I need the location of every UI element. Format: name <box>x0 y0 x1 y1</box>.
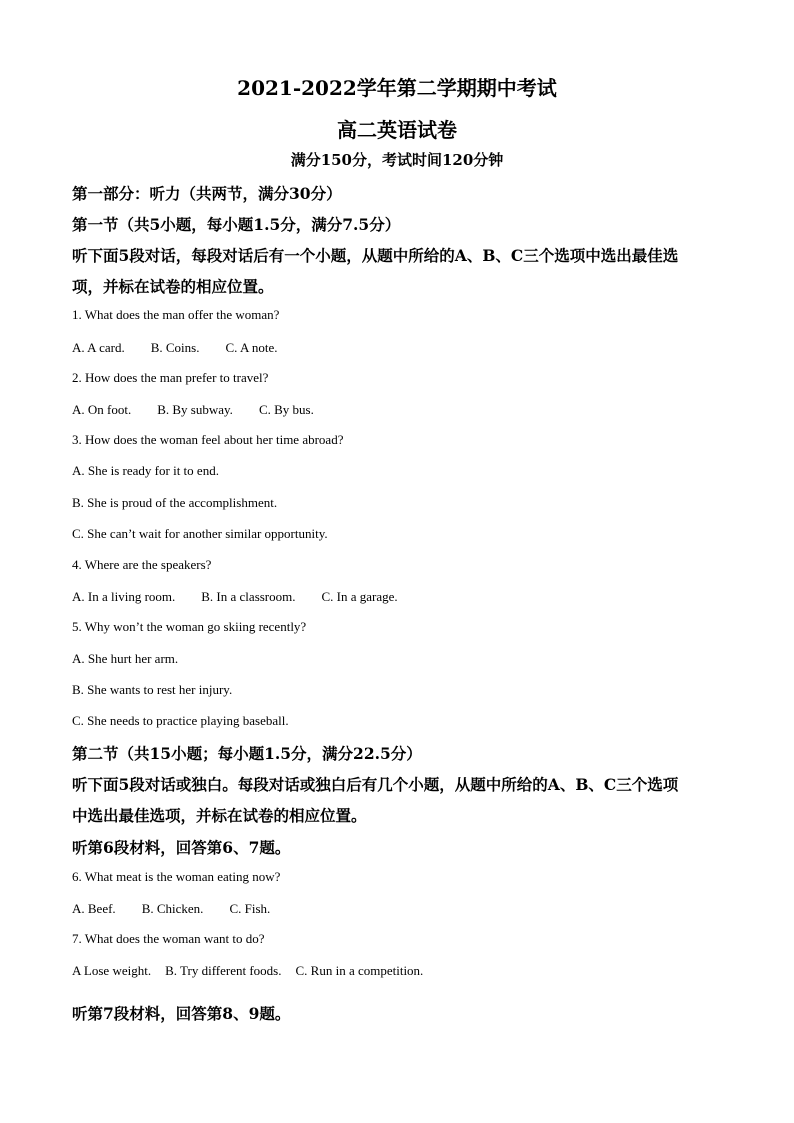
option-b: B. By subway. <box>157 402 233 417</box>
question-5-option-c: C. She needs to practice playing baseball. <box>72 713 289 728</box>
question-3-option-b: B. She is proud of the accomplishment. <box>72 495 278 510</box>
question-4-options <box>72 589 732 605</box>
question-6-stem: 6. What meat is the woman eating now? <box>72 869 281 884</box>
passage-6-heading: 听第6段材料，回答第6、7题。 <box>72 838 291 857</box>
question-5-stem: 5. Why won’t the woman go skiing recently? <box>72 619 307 634</box>
option-a: A. On foot. <box>72 402 132 417</box>
option-b: B. Chicken. <box>141 901 204 916</box>
section2-instructions-1: 听下面5段对话或独白。每段对话或独白后有几个小题，从题中所给的A、B、C三个选项 <box>72 775 679 794</box>
section1-instructions-1: 听下面5段对话，每段对话后有一个小题，从题中所给的A、B、C三个选项中选出最佳选 <box>72 246 679 265</box>
question-2-stem: 2. How does the man prefer to travel? <box>72 370 269 385</box>
question-7-stem: 7. What does the woman want to do? <box>72 931 265 946</box>
section2-heading: 第二节（共15小题；每小题1.5分，满分22.5分） <box>72 744 422 763</box>
question-1-options <box>72 340 732 356</box>
passage-7-heading: 听第7段材料，回答第8、9题。 <box>72 1004 291 1023</box>
option-c: C. Fish. <box>229 901 271 916</box>
question-2-options <box>72 402 732 418</box>
score-time: 满分150分，考试时间120分钟 <box>290 151 504 169</box>
question-3-option-c: C. She can’t wait for another similar opportunity. <box>72 526 328 541</box>
question-5-option-a: A. She hurt her arm. <box>72 651 179 666</box>
option-b: B. In a classroom. <box>201 589 296 604</box>
question-5-option-b: B. She wants to rest her injury. <box>72 682 233 697</box>
exam-title: 2021-2022学年第二学期期中考试 <box>237 76 557 100</box>
section2-instructions-2: 中选出最佳选项，并标在试卷的相应位置。 <box>72 806 367 825</box>
option-a: A Lose weight. <box>72 963 152 978</box>
exam-subtitle: 高二英语试卷 <box>337 118 457 142</box>
section1-heading: 第一节（共5小题，每小题1.5分，满分7.5分） <box>72 215 401 234</box>
question-6-options <box>72 901 732 917</box>
option-c: C. By bus. <box>258 402 314 417</box>
question-7-options <box>72 963 732 979</box>
option-c: C. Run in a competition. <box>295 963 424 978</box>
question-1-stem: 1. What does the man offer the woman? <box>72 307 280 322</box>
question-3-option-a: A. She is ready for it to end. <box>72 463 219 478</box>
option-c: C. In a garage. <box>321 589 398 604</box>
section1-instructions-2: 项，并标在试卷的相应位置。 <box>72 277 274 296</box>
question-4-stem: 4. Where are the speakers? <box>72 557 212 572</box>
option-a: A. Beef. <box>72 901 116 916</box>
option-b: B. Try different foods. <box>165 963 282 978</box>
option-a: A. A card. <box>72 340 125 355</box>
part1-heading: 第一部分：听力（共两节，满分30分） <box>72 184 342 203</box>
option-b: B. Coins. <box>150 340 200 355</box>
option-a: A. In a living room. <box>72 589 176 604</box>
question-3-stem: 3. How does the woman feel about her time abroad? <box>72 432 344 447</box>
option-c: C. A note. <box>225 340 278 355</box>
